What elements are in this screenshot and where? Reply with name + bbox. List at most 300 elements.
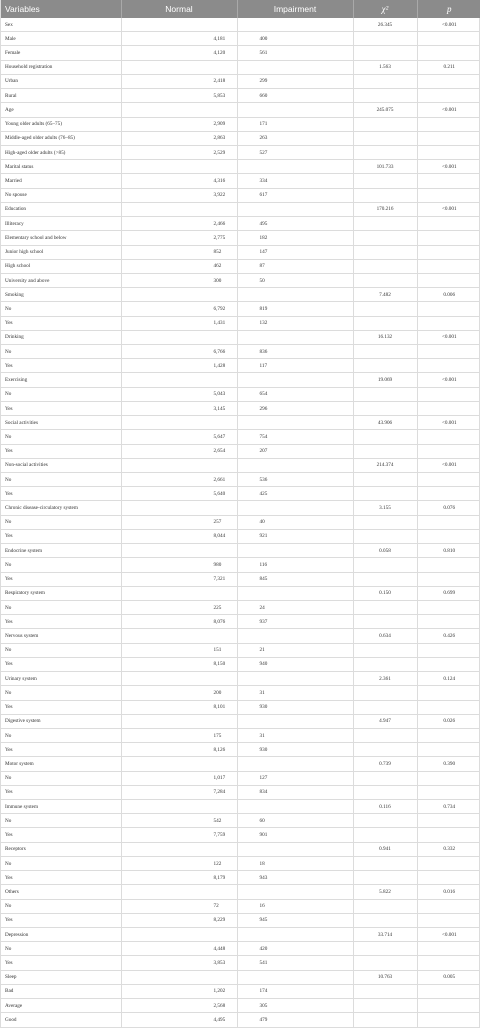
cell-chi-square [353, 188, 417, 202]
cell-normal [121, 330, 237, 344]
cell-chi-square [353, 899, 417, 913]
cell-p-value [417, 74, 480, 88]
cell-p-value: 0.699 [417, 586, 480, 600]
cell-p-value [417, 999, 480, 1013]
table-row [1, 586, 480, 600]
table-row [1, 600, 480, 614]
cell-impairment: 171 [237, 117, 353, 131]
cell-normal: 6,792 [121, 302, 237, 316]
cell-p-value: 0.124 [417, 672, 480, 686]
cell-variable: Sex [1, 18, 121, 32]
cell-variable: High-aged older adults (>85) [1, 145, 121, 159]
cell-p-value [417, 600, 480, 614]
cell-p-value: 0.006 [417, 288, 480, 302]
cell-impairment [237, 586, 353, 600]
cell-chi-square [353, 814, 417, 828]
cell-p-value [417, 430, 480, 444]
cell-chi-square [353, 401, 417, 415]
cell-chi-square [353, 558, 417, 572]
cell-impairment [237, 458, 353, 472]
cell-p-value [417, 515, 480, 529]
cell-chi-square [353, 46, 417, 60]
cell-impairment: 930 [237, 700, 353, 714]
data-table [1, 0, 480, 1028]
cell-variable: No [1, 899, 121, 913]
cell-variable: No [1, 473, 121, 487]
cell-variable: Illiteracy [1, 217, 121, 231]
cell-normal: 225 [121, 600, 237, 614]
table-row [1, 842, 480, 856]
cell-impairment [237, 714, 353, 728]
header-p-value: p [417, 0, 480, 18]
cell-impairment [237, 373, 353, 387]
cell-impairment: 527 [237, 145, 353, 159]
cell-p-value [417, 615, 480, 629]
cell-variable: No [1, 430, 121, 444]
cell-impairment: 31 [237, 686, 353, 700]
cell-variable: Immune system [1, 800, 121, 814]
cell-impairment: 420 [237, 942, 353, 956]
cell-p-value [417, 1013, 480, 1027]
cell-variable: Married [1, 174, 121, 188]
cell-p-value [417, 956, 480, 970]
cell-chi-square [353, 32, 417, 46]
table-row [1, 700, 480, 714]
cell-impairment: 921 [237, 529, 353, 543]
cell-normal: 4,181 [121, 32, 237, 46]
cell-normal: 3,145 [121, 401, 237, 415]
cell-variable: Yes [1, 615, 121, 629]
cell-impairment: 50 [237, 273, 353, 287]
cell-p-value [417, 259, 480, 273]
cell-variable: Yes [1, 359, 121, 373]
cell-chi-square [353, 515, 417, 529]
cell-variable: High school [1, 259, 121, 273]
cell-normal: 8,076 [121, 615, 237, 629]
table-row [1, 302, 480, 316]
table-row [1, 529, 480, 543]
cell-chi-square: 43.906 [353, 416, 417, 430]
cell-variable: Female [1, 46, 121, 60]
cell-impairment: 182 [237, 231, 353, 245]
cell-chi-square: 0.634 [353, 629, 417, 643]
table-row [1, 359, 480, 373]
table-row [1, 714, 480, 728]
cell-impairment [237, 970, 353, 984]
cell-normal [121, 672, 237, 686]
table-row [1, 544, 480, 558]
cell-normal: 1,431 [121, 316, 237, 330]
table-row [1, 316, 480, 330]
cell-normal: 8,126 [121, 743, 237, 757]
table-row [1, 46, 480, 60]
cell-normal: 3,853 [121, 956, 237, 970]
cell-p-value [417, 359, 480, 373]
cell-impairment: 660 [237, 89, 353, 103]
cell-variable: Others [1, 885, 121, 899]
cell-normal [121, 60, 237, 74]
cell-p-value: <0.001 [417, 18, 480, 32]
cell-normal: 72 [121, 899, 237, 913]
table-row [1, 771, 480, 785]
cell-variable: Yes [1, 657, 121, 671]
table-row [1, 217, 480, 231]
cell-normal: 2,909 [121, 117, 237, 131]
table-row [1, 245, 480, 259]
table-row [1, 401, 480, 415]
cell-chi-square [353, 743, 417, 757]
cell-chi-square [353, 529, 417, 543]
cell-impairment: 40 [237, 515, 353, 529]
cell-chi-square [353, 686, 417, 700]
table-row [1, 188, 480, 202]
cell-variable: Exercising [1, 373, 121, 387]
cell-normal: 542 [121, 814, 237, 828]
cell-chi-square [353, 345, 417, 359]
cell-normal: 1,428 [121, 359, 237, 373]
table-header [1, 0, 480, 18]
cell-chi-square: 0.116 [353, 800, 417, 814]
table-row [1, 430, 480, 444]
cell-normal: 7,284 [121, 785, 237, 799]
cell-variable: Digestive system [1, 714, 121, 728]
table-row [1, 657, 480, 671]
cell-variable: No [1, 515, 121, 529]
table-row [1, 345, 480, 359]
cell-variable: Yes [1, 487, 121, 501]
table-row [1, 1013, 480, 1027]
cell-variable: No [1, 814, 121, 828]
cell-chi-square [353, 643, 417, 657]
cell-normal: 852 [121, 245, 237, 259]
cell-impairment: 845 [237, 572, 353, 586]
cell-p-value: 0.810 [417, 544, 480, 558]
cell-variable: Junior high school [1, 245, 121, 259]
cell-p-value [417, 231, 480, 245]
cell-p-value [417, 558, 480, 572]
cell-chi-square [353, 430, 417, 444]
cell-normal: 122 [121, 856, 237, 870]
cell-impairment: 87 [237, 259, 353, 273]
cell-normal [121, 202, 237, 216]
cell-variable: Average [1, 999, 121, 1013]
cell-normal: 4,120 [121, 46, 237, 60]
cell-chi-square [353, 572, 417, 586]
cell-variable: Household registration [1, 60, 121, 74]
cell-variable: Depression [1, 928, 121, 942]
cell-chi-square: 5.822 [353, 885, 417, 899]
cell-normal: 4,448 [121, 942, 237, 956]
cell-variable: Young older adults (65–75) [1, 117, 121, 131]
cell-normal [121, 586, 237, 600]
cell-normal: 980 [121, 558, 237, 572]
header-normal: Normal [121, 0, 237, 18]
header-impairment: Impairment [237, 0, 353, 18]
cell-p-value [417, 131, 480, 145]
table-row [1, 501, 480, 515]
cell-impairment [237, 288, 353, 302]
cell-chi-square [353, 942, 417, 956]
cell-p-value [417, 686, 480, 700]
cell-chi-square: 170.216 [353, 202, 417, 216]
cell-impairment: 754 [237, 430, 353, 444]
cell-variable: University and above [1, 273, 121, 287]
table-row [1, 330, 480, 344]
cell-chi-square [353, 273, 417, 287]
cell-p-value [417, 700, 480, 714]
cell-impairment: 305 [237, 999, 353, 1013]
header-variables: Variables [1, 0, 121, 18]
cell-impairment: 116 [237, 558, 353, 572]
cell-variable: Middle-aged older adults (76–85) [1, 131, 121, 145]
cell-variable: No [1, 686, 121, 700]
table-row [1, 558, 480, 572]
cell-p-value [417, 473, 480, 487]
cell-variable: Yes [1, 913, 121, 927]
cell-chi-square [353, 657, 417, 671]
cell-impairment: 16 [237, 899, 353, 913]
cell-chi-square: 214.374 [353, 458, 417, 472]
cell-impairment [237, 501, 353, 515]
cell-normal [121, 714, 237, 728]
cell-variable: Elementary school and below [1, 231, 121, 245]
table-row [1, 928, 480, 942]
cell-normal: 2,661 [121, 473, 237, 487]
cell-variable: Sleep [1, 970, 121, 984]
cell-impairment [237, 757, 353, 771]
table-row [1, 160, 480, 174]
cell-chi-square [353, 913, 417, 927]
table-row [1, 757, 480, 771]
cell-impairment: 132 [237, 316, 353, 330]
cell-variable: Yes [1, 743, 121, 757]
cell-impairment [237, 330, 353, 344]
cell-chi-square: 101.733 [353, 160, 417, 174]
cell-impairment [237, 842, 353, 856]
cell-impairment: 174 [237, 984, 353, 998]
cell-variable: No [1, 942, 121, 956]
cell-variable: Endocrine system [1, 544, 121, 558]
cell-impairment [237, 18, 353, 32]
cell-impairment: 940 [237, 657, 353, 671]
cell-p-value: <0.001 [417, 416, 480, 430]
cell-impairment: 561 [237, 46, 353, 60]
cell-chi-square [353, 359, 417, 373]
cell-normal: 1,017 [121, 771, 237, 785]
cell-normal: 5,647 [121, 430, 237, 444]
cell-p-value [417, 387, 480, 401]
table-row [1, 458, 480, 472]
table-row [1, 800, 480, 814]
table-row [1, 871, 480, 885]
cell-p-value [417, 401, 480, 415]
cell-impairment: 117 [237, 359, 353, 373]
table-row [1, 686, 480, 700]
cell-p-value [417, 871, 480, 885]
cell-variable: No [1, 558, 121, 572]
table-row [1, 416, 480, 430]
cell-normal [121, 103, 237, 117]
cell-impairment: 299 [237, 74, 353, 88]
cell-normal [121, 970, 237, 984]
cell-p-value: <0.001 [417, 330, 480, 344]
cell-chi-square [353, 74, 417, 88]
cell-impairment: 127 [237, 771, 353, 785]
cell-p-value [417, 302, 480, 316]
cell-normal: 175 [121, 728, 237, 742]
cell-normal [121, 160, 237, 174]
cell-variable: Yes [1, 572, 121, 586]
cell-impairment [237, 416, 353, 430]
cell-variable: Yes [1, 401, 121, 415]
cell-normal [121, 501, 237, 515]
cell-normal: 462 [121, 259, 237, 273]
cell-chi-square [353, 785, 417, 799]
table-row [1, 970, 480, 984]
cell-normal: 2,418 [121, 74, 237, 88]
cell-variable: Yes [1, 785, 121, 799]
cell-normal: 8,101 [121, 700, 237, 714]
cell-normal: 2,568 [121, 999, 237, 1013]
cell-chi-square [353, 231, 417, 245]
cell-impairment: 617 [237, 188, 353, 202]
table-row [1, 615, 480, 629]
cell-variable: Good [1, 1013, 121, 1027]
cell-normal: 151 [121, 643, 237, 657]
cell-normal [121, 757, 237, 771]
cell-impairment: 24 [237, 600, 353, 614]
table-row [1, 487, 480, 501]
cell-chi-square [353, 316, 417, 330]
cell-normal [121, 842, 237, 856]
cell-normal [121, 885, 237, 899]
cell-normal: 2,654 [121, 444, 237, 458]
table-row [1, 999, 480, 1013]
cell-p-value: 0.734 [417, 800, 480, 814]
cell-variable: No spouse [1, 188, 121, 202]
table-row [1, 288, 480, 302]
cell-normal: 8,179 [121, 871, 237, 885]
cell-p-value: 0.390 [417, 757, 480, 771]
cell-impairment: 836 [237, 345, 353, 359]
cell-normal: 7,321 [121, 572, 237, 586]
cell-impairment [237, 544, 353, 558]
cell-chi-square [353, 487, 417, 501]
cell-normal: 8,150 [121, 657, 237, 671]
cell-impairment: 207 [237, 444, 353, 458]
table-row [1, 131, 480, 145]
cell-p-value [417, 743, 480, 757]
cell-variable: Nervous system [1, 629, 121, 643]
cell-p-value [417, 728, 480, 742]
table-row [1, 444, 480, 458]
header-row [1, 0, 480, 18]
cell-variable: Chronic disease-circulatory system [1, 501, 121, 515]
cell-p-value [417, 657, 480, 671]
cell-variable: No [1, 856, 121, 870]
cell-chi-square [353, 728, 417, 742]
cell-p-value [417, 444, 480, 458]
table-row [1, 785, 480, 799]
cell-variable: No [1, 600, 121, 614]
cell-variable: Motor system [1, 757, 121, 771]
cell-chi-square [353, 217, 417, 231]
cell-chi-square: 2.361 [353, 672, 417, 686]
cell-variable: Yes [1, 828, 121, 842]
cell-p-value [417, 174, 480, 188]
table-row [1, 89, 480, 103]
cell-normal [121, 544, 237, 558]
cell-p-value [417, 771, 480, 785]
cell-chi-square: 0.739 [353, 757, 417, 771]
cell-p-value: 0.426 [417, 629, 480, 643]
cell-normal: 4,495 [121, 1013, 237, 1027]
cell-impairment: 147 [237, 245, 353, 259]
cell-chi-square [353, 700, 417, 714]
table-row [1, 174, 480, 188]
cell-impairment: 541 [237, 956, 353, 970]
cell-p-value [417, 32, 480, 46]
cell-normal: 1,202 [121, 984, 237, 998]
cell-p-value: 0.016 [417, 885, 480, 899]
cell-variable: Yes [1, 529, 121, 543]
cell-normal: 2,863 [121, 131, 237, 145]
cell-chi-square [353, 444, 417, 458]
cell-p-value [417, 316, 480, 330]
cell-impairment: 425 [237, 487, 353, 501]
cell-chi-square: 245.075 [353, 103, 417, 117]
cell-p-value [417, 572, 480, 586]
cell-normal: 8,229 [121, 913, 237, 927]
cell-p-value [417, 643, 480, 657]
cell-chi-square [353, 131, 417, 145]
table-row [1, 956, 480, 970]
cell-variable: No [1, 643, 121, 657]
cell-variable: Bad [1, 984, 121, 998]
table-row [1, 387, 480, 401]
cell-chi-square [353, 771, 417, 785]
cell-impairment [237, 885, 353, 899]
cell-normal [121, 458, 237, 472]
cell-impairment [237, 60, 353, 74]
table-body [1, 18, 480, 1027]
table-row [1, 60, 480, 74]
cell-impairment [237, 672, 353, 686]
table-row [1, 572, 480, 586]
cell-p-value [417, 89, 480, 103]
cell-p-value [417, 217, 480, 231]
cell-impairment [237, 202, 353, 216]
cell-chi-square: 7.482 [353, 288, 417, 302]
cell-variable: Marital status [1, 160, 121, 174]
table-row [1, 231, 480, 245]
cell-p-value: 0.211 [417, 60, 480, 74]
cell-impairment: 654 [237, 387, 353, 401]
table-row [1, 145, 480, 159]
cell-variable: Receptors [1, 842, 121, 856]
cell-normal: 200 [121, 686, 237, 700]
cell-p-value [417, 913, 480, 927]
cell-chi-square: 0.150 [353, 586, 417, 600]
table-row [1, 103, 480, 117]
cell-variable: Rural [1, 89, 121, 103]
cell-chi-square: 3.155 [353, 501, 417, 515]
cell-chi-square: 1.563 [353, 60, 417, 74]
cell-impairment: 31 [237, 728, 353, 742]
cell-variable: Yes [1, 700, 121, 714]
cell-chi-square [353, 259, 417, 273]
cell-normal: 2,466 [121, 217, 237, 231]
